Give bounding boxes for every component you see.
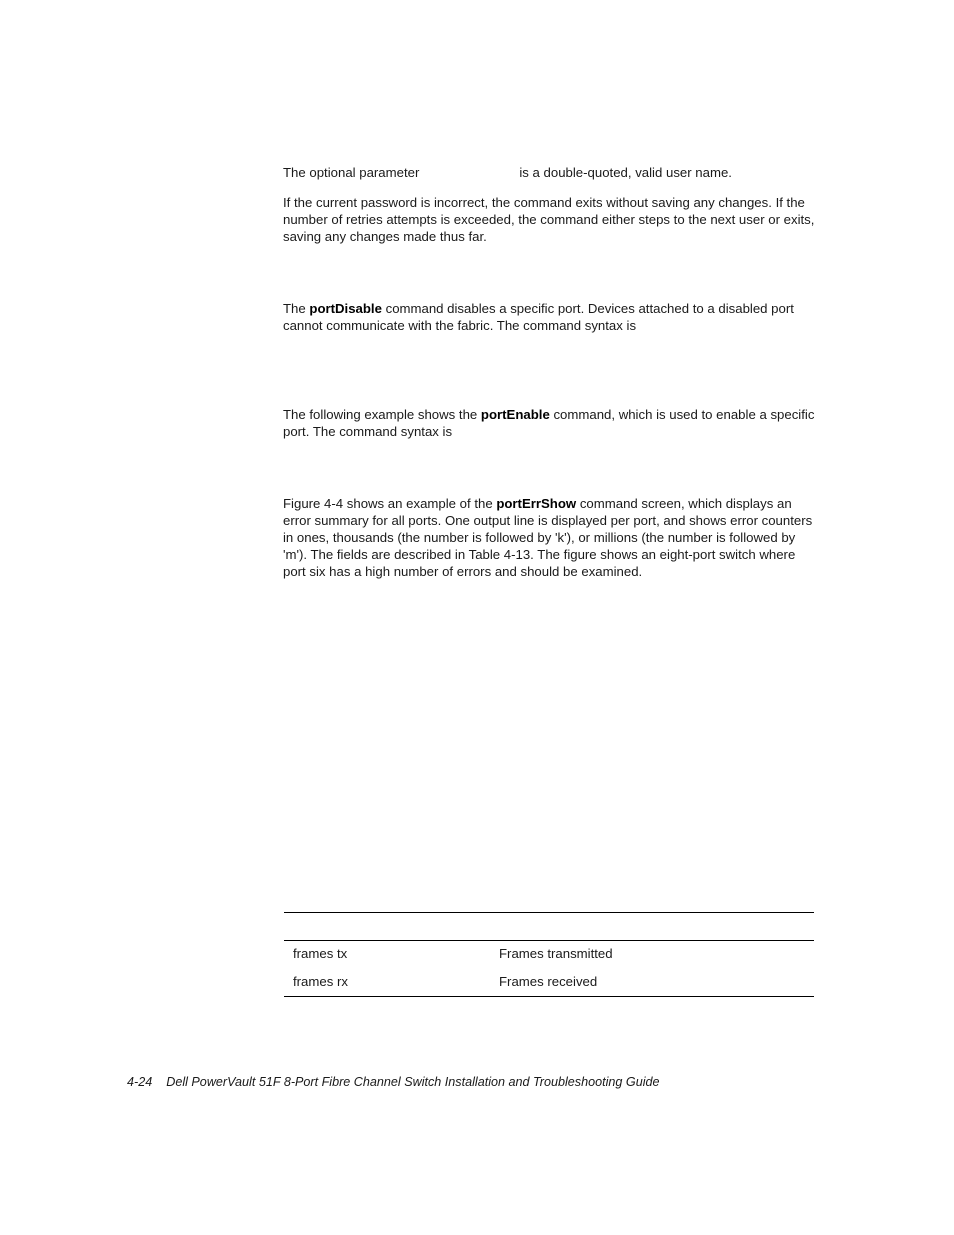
- paragraph-optional-parameter: [283, 164, 818, 181]
- p1-text-before: The optional parameter: [283, 165, 420, 180]
- table-bottom-rule: [284, 996, 814, 997]
- field-description: Frames transmitted: [499, 946, 613, 961]
- p1-text-after: is a double-quoted, valid user name.: [519, 165, 732, 180]
- field-description: Frames received: [499, 974, 598, 989]
- document-title: Dell PowerVault 51F 8-Port Fibre Channel Switch Installation and Troubleshooting Guide: [166, 1075, 660, 1089]
- table-top-rule: [284, 912, 814, 913]
- command-porterrshow: portErrShow: [496, 496, 577, 511]
- p5-text-before: Figure 4-4 shows an example of the: [283, 496, 497, 511]
- p3-text-before: The: [283, 301, 310, 316]
- page-footer: [127, 1074, 660, 1091]
- p5-text-after: command screen, which displays an error summary for all ports. One output line is displayed per port, and shows error counters in ones, thousands (the number is followed by 'k'), or millions (the number is followed by 'm'). The fields are described in Table 4-13. The figure shows an eight-port switch where port six has a high number of errors and should be examined.: [283, 496, 813, 579]
- paragraph-porterrshow: [283, 495, 818, 580]
- table-header-rule: [284, 940, 814, 941]
- command-portdisable: portDisable: [309, 301, 382, 316]
- paragraph-password-incorrect: If the current password is incorrect, the command exits without saving any changes. If the number of retries attempts is exceeded, the command either steps to the next user or exits, saving any changes made thus far.: [283, 195, 815, 244]
- paragraph-portenable: [283, 406, 818, 440]
- p3-text-after: command disables a specific port. Devices attached to a disabled port cannot communicate with the fabric. The command syntax is: [283, 301, 794, 333]
- page-number: 4-24: [127, 1075, 153, 1089]
- field-name: frames rx: [293, 974, 348, 989]
- command-portenable: portEnable: [480, 407, 550, 422]
- paragraph-portdisable: [283, 300, 818, 334]
- field-name: frames tx: [293, 946, 348, 961]
- p4-text-before: The following example shows the: [283, 407, 481, 422]
- p4-text-after: command, which is used to enable a specific port. The command syntax is: [283, 407, 815, 439]
